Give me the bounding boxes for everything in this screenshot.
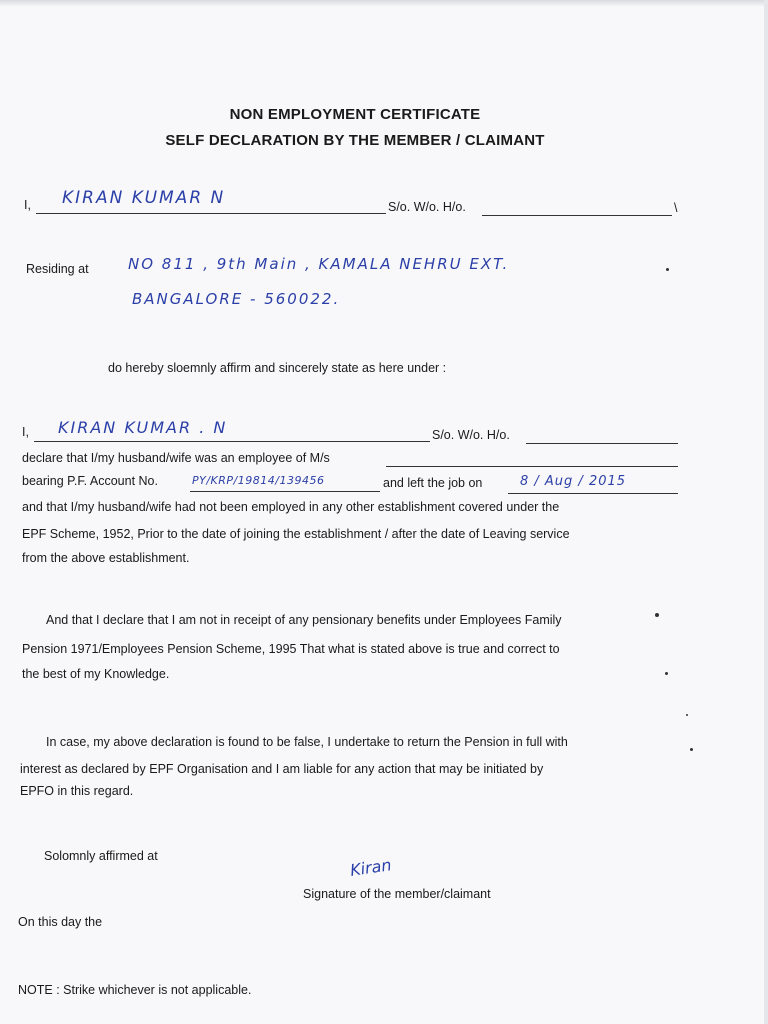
line1-prefix: I, (24, 198, 31, 212)
line1-name: KIRAN KUMAR N (62, 188, 226, 208)
document-subtitle: SELF DECLARATION BY THE MEMBER / CLAIMANT (165, 132, 545, 149)
line1-relation-rule (482, 215, 672, 216)
false-declaration-line-3: EPFO in this regard. (20, 784, 134, 798)
scan-speck (665, 672, 668, 675)
pf-account-number: PY/KRP/19814/139456 (192, 474, 325, 487)
scan-edge-top (0, 0, 768, 6)
pension-para-line-1: And that I declare that I am not in receipt of any pensionary benefits under Employees Family (46, 613, 562, 627)
document-title: NON EMPLOYMENT CERTIFICATE (229, 106, 481, 123)
declare-line-4: EPF Scheme, 1952, Prior to the date of joining the establishment / after the date of Leaving service (22, 527, 570, 541)
handwritten-signature: Kiran (348, 855, 393, 880)
declare-line-3: and that I/my husband/wife had not been employed in any other establishment covered under the (22, 500, 560, 514)
signature-label: Signature of the member/claimant (303, 887, 491, 901)
declare-employee-text: declare that I/my husband/wife was an employee of M/s (22, 451, 330, 465)
line1-relation: S/o. W/o. H/o. (388, 200, 466, 214)
scan-speck (690, 748, 693, 751)
line1-name-rule (36, 213, 386, 214)
line2-name-rule (34, 441, 430, 442)
affirmation-text: do hereby sloemnly affirm and sincerely state as here under : (108, 361, 447, 375)
employer-rule (386, 466, 678, 467)
address-line-1: NO 811 , 9th Main , KAMALA NEHRU EXT. (128, 255, 510, 273)
false-declaration-line-2: interest as declared by EPF Organisation and I am liable for any action that may be initiated by (20, 762, 544, 776)
line2-relation-rule (526, 443, 678, 444)
scan-speck (666, 268, 669, 271)
pension-para-line-2: Pension 1971/Employees Pension Scheme, 1995 That what is stated above is true and correct to (22, 642, 560, 656)
scan-speck (686, 714, 688, 716)
line2-relation: S/o. W/o. H/o. (432, 428, 510, 442)
line2-prefix: I, (22, 425, 29, 439)
residence-label: Residing at (26, 262, 89, 276)
left-job-rule (508, 493, 678, 494)
left-job-date: 8 / Aug / 2015 (520, 474, 627, 489)
note-text: NOTE : Strike whichever is not applicable. (18, 983, 252, 997)
false-declaration-line-1: In case, my above declaration is found to be false, I undertake to return the Pension in full with (46, 735, 568, 749)
line1-suffix: \ (674, 201, 678, 215)
address-line-2: BANGALORE - 560022. (132, 290, 341, 308)
scan-speck (655, 613, 659, 617)
affirmed-at-label: Solomnly affirmed at (44, 849, 158, 863)
day-label: On this day the (18, 915, 103, 929)
line2-name: KIRAN KUMAR . N (58, 418, 228, 437)
left-job-label: and left the job on (383, 476, 483, 490)
pension-para-line-3: the best of my Knowledge. (22, 667, 170, 681)
scan-edge-right (764, 0, 768, 1024)
declare-line-5: from the above establishment. (22, 551, 190, 565)
pf-account-rule (190, 491, 380, 492)
pf-account-label: bearing P.F. Account No. (22, 474, 158, 488)
